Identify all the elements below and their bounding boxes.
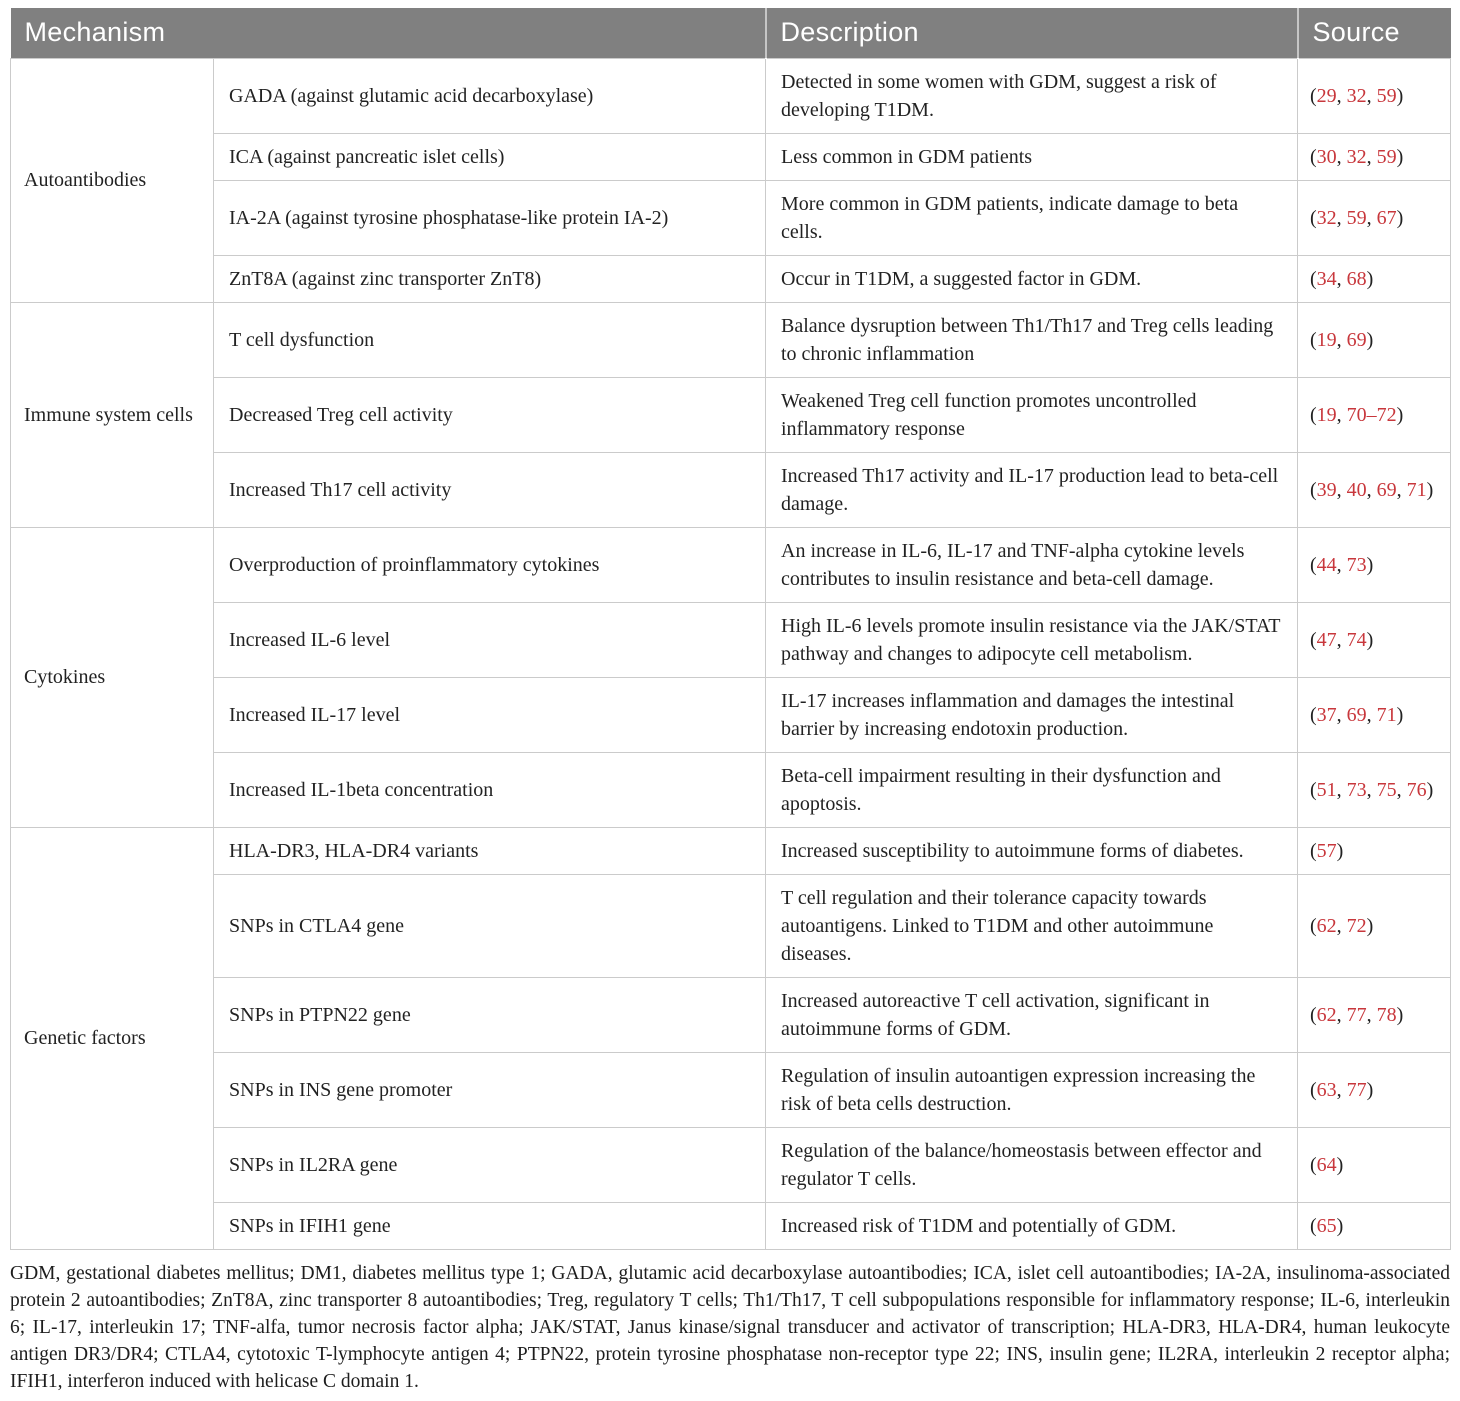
mechanism-cell: ICA (against pancreatic islet cells): [214, 133, 766, 180]
table-row: [11, 527, 1451, 602]
table-row: [11, 133, 1451, 180]
source-cell: (64): [1298, 1127, 1451, 1202]
mechanism-group-cell: Genetic factors: [11, 827, 214, 1249]
mechanism-cell: ZnT8A (against zinc transporter ZnT8): [214, 255, 766, 302]
mechanism-group-cell: Cytokines: [11, 527, 214, 827]
citation-number[interactable]: 65: [1316, 1214, 1337, 1237]
table-row: [11, 1202, 1451, 1249]
citation-number[interactable]: 77: [1346, 1078, 1367, 1101]
description-cell: Occur in T1DM, a suggested factor in GDM.: [766, 255, 1298, 302]
mechanism-cell: Increased IL-6 level: [214, 602, 766, 677]
citation-number[interactable]: 71: [1406, 478, 1427, 501]
citation-number[interactable]: 76: [1406, 778, 1427, 801]
citation-number[interactable]: 37: [1316, 703, 1337, 726]
citation-number[interactable]: 62: [1316, 914, 1337, 937]
source-cell: (29, 32, 59): [1298, 58, 1451, 133]
citation-number[interactable]: 73: [1346, 778, 1367, 801]
description-cell: Regulation of insulin autoantigen expression increasing the risk of beta cells destruction.: [766, 1052, 1298, 1127]
table-row: [11, 1127, 1451, 1202]
description-cell: Increased Th17 activity and IL-17 production lead to beta-cell damage.: [766, 452, 1298, 527]
description-cell: T cell regulation and their tolerance capacity towards autoantigens. Linked to T1DM and other autoimmune diseases.: [766, 874, 1298, 977]
citation-number[interactable]: 59: [1376, 145, 1397, 168]
citation-number[interactable]: 32: [1316, 206, 1337, 229]
citation-number[interactable]: 39: [1316, 478, 1337, 501]
citation-number[interactable]: 67: [1376, 206, 1397, 229]
citation-number[interactable]: 71: [1376, 703, 1397, 726]
source-cell: (32, 59, 67): [1298, 180, 1451, 255]
mechanism-cell: IA-2A (against tyrosine phosphatase-like protein IA-2): [214, 180, 766, 255]
table-row: [11, 1052, 1451, 1127]
table-footnote: GDM, gestational diabetes mellitus; DM1, diabetes mellitus type 1; GADA, glutamic acid decarboxylase autoantibodies; ICA, islet cell autoantibodies; IA-2A, insulinoma-associated protein 2 autoantibodies; ZnT8A, zinc transporter 8 autoantibodies; Treg, regulatory T cells; Th1/Th17, T cell subpopulations responsible for inflammatory response; IL-6, interleukin 6; IL-17, interleukin 17; TNF-alfa, tumor necrosis factor alpha; JAK/STAT, Janus kinase/signal transducer and activator of transcription; HLA-DR3, HLA-DR4, human leukocyte antigen DR3/DR4; CTLA4, cytotoxic T-lymphocyte antigen 4; PTPN22, protein tyrosine phosphatase non-receptor type 22; INS, insulin gene; IL2RA, interleukin 2 receptor alpha; IFIH1, interferon induced with helicase C domain 1.: [10, 1262, 1450, 1392]
citation-number[interactable]: 68: [1346, 267, 1367, 290]
citation-number[interactable]: 32: [1346, 84, 1367, 107]
citation-number[interactable]: 51: [1316, 778, 1337, 801]
description-cell: Detected in some women with GDM, suggest a risk of developing T1DM.: [766, 58, 1298, 133]
source-cell: (39, 40, 69, 71): [1298, 452, 1451, 527]
header-row: [11, 8, 1451, 58]
table-row: [11, 255, 1451, 302]
mechanisms-table: [10, 8, 1451, 1250]
citation-number[interactable]: 70–72: [1346, 403, 1397, 426]
source-cell: (37, 69, 71): [1298, 677, 1451, 752]
citation-number[interactable]: 73: [1346, 553, 1367, 576]
citation-number[interactable]: 19: [1316, 328, 1337, 351]
description-cell: Weakened Treg cell function promotes uncontrolled inflammatory response: [766, 377, 1298, 452]
citation-number[interactable]: 69: [1376, 478, 1397, 501]
table-row: [11, 302, 1451, 377]
mechanism-cell: SNPs in IFIH1 gene: [214, 1202, 766, 1249]
source-cell: (62, 72): [1298, 874, 1451, 977]
citation-number[interactable]: 40: [1346, 478, 1367, 501]
source-cell: (34, 68): [1298, 255, 1451, 302]
table-row: [11, 752, 1451, 827]
citation-number[interactable]: 64: [1316, 1153, 1337, 1176]
table-row: [11, 602, 1451, 677]
table-row: [11, 677, 1451, 752]
mechanism-cell: SNPs in IL2RA gene: [214, 1127, 766, 1202]
table-body: [11, 58, 1451, 1249]
source-cell: (19, 70–72): [1298, 377, 1451, 452]
citation-number[interactable]: 69: [1346, 703, 1367, 726]
table-row: [11, 452, 1451, 527]
description-cell: More common in GDM patients, indicate damage to beta cells.: [766, 180, 1298, 255]
source-cell: (19, 69): [1298, 302, 1451, 377]
description-cell: Balance dysruption between Th1/Th17 and Treg cells leading to chronic inflammation: [766, 302, 1298, 377]
description-cell: IL-17 increases inflammation and damages the intestinal barrier by increasing endotoxin production.: [766, 677, 1298, 752]
table-row: [11, 58, 1451, 133]
mechanism-cell: Increased IL-17 level: [214, 677, 766, 752]
mechanism-cell: Increased IL-1beta concentration: [214, 752, 766, 827]
column-header-mechanism: Mechanism: [11, 8, 766, 58]
citation-number[interactable]: 32: [1346, 145, 1367, 168]
mechanism-group-cell: Immune system cells: [11, 302, 214, 527]
citation-number[interactable]: 63: [1316, 1078, 1337, 1101]
citation-number[interactable]: 47: [1316, 628, 1337, 651]
mechanism-cell: SNPs in PTPN22 gene: [214, 977, 766, 1052]
citation-number[interactable]: 74: [1346, 628, 1367, 651]
source-cell: (30, 32, 59): [1298, 133, 1451, 180]
mechanism-cell: HLA-DR3, HLA-DR4 variants: [214, 827, 766, 874]
mechanism-cell: T cell dysfunction: [214, 302, 766, 377]
citation-number[interactable]: 44: [1316, 553, 1337, 576]
source-cell: (65): [1298, 1202, 1451, 1249]
mechanism-cell: Increased Th17 cell activity: [214, 452, 766, 527]
mechanism-group-cell: Autoantibodies: [11, 58, 214, 302]
source-cell: (62, 77, 78): [1298, 977, 1451, 1052]
description-cell: High IL-6 levels promote insulin resistance via the JAK/STAT pathway and changes to adipocyte cell metabolism.: [766, 602, 1298, 677]
citation-number[interactable]: 77: [1346, 1003, 1367, 1026]
citation-number[interactable]: 30: [1316, 145, 1337, 168]
source-cell: (47, 74): [1298, 602, 1451, 677]
citation-number[interactable]: 19: [1316, 403, 1337, 426]
table-row: [11, 377, 1451, 452]
citation-number[interactable]: 72: [1346, 914, 1367, 937]
citation-number[interactable]: 69: [1346, 328, 1367, 351]
description-cell: Increased autoreactive T cell activation, significant in autoimmune forms of GDM.: [766, 977, 1298, 1052]
source-cell: (57): [1298, 827, 1451, 874]
table-row: [11, 977, 1451, 1052]
mechanism-cell: Overproduction of proinflammatory cytokines: [214, 527, 766, 602]
table-row: [11, 874, 1451, 977]
citation-number[interactable]: 78: [1376, 1003, 1397, 1026]
description-cell: Regulation of the balance/homeostasis between effector and regulator T cells.: [766, 1127, 1298, 1202]
source-cell: (63, 77): [1298, 1052, 1451, 1127]
mechanism-cell: SNPs in CTLA4 gene: [214, 874, 766, 977]
table-row: [11, 827, 1451, 874]
citation-number[interactable]: 59: [1346, 206, 1367, 229]
source-cell: (44, 73): [1298, 527, 1451, 602]
mechanism-cell: SNPs in INS gene promoter: [214, 1052, 766, 1127]
citation-number[interactable]: 29: [1316, 84, 1337, 107]
table-row: [11, 180, 1451, 255]
citation-number[interactable]: 59: [1376, 84, 1397, 107]
description-cell: Increased susceptibility to autoimmune forms of diabetes.: [766, 827, 1298, 874]
description-cell: An increase in IL-6, IL-17 and TNF-alpha cytokine levels contributes to insulin resistance and beta-cell damage.: [766, 527, 1298, 602]
citation-number[interactable]: 34: [1316, 267, 1337, 290]
mechanism-cell: GADA (against glutamic acid decarboxylase): [214, 58, 766, 133]
column-header-description: Description: [766, 8, 1298, 58]
description-cell: Increased risk of T1DM and potentially of GDM.: [766, 1202, 1298, 1249]
description-cell: Less common in GDM patients: [766, 133, 1298, 180]
mechanism-cell: Decreased Treg cell activity: [214, 377, 766, 452]
citation-number[interactable]: 75: [1376, 778, 1397, 801]
description-cell: Beta-cell impairment resulting in their dysfunction and apoptosis.: [766, 752, 1298, 827]
citation-number[interactable]: 62: [1316, 1003, 1337, 1026]
source-cell: (51, 73, 75, 76): [1298, 752, 1451, 827]
citation-number[interactable]: 57: [1316, 839, 1337, 862]
column-header-source: Source: [1298, 8, 1451, 58]
